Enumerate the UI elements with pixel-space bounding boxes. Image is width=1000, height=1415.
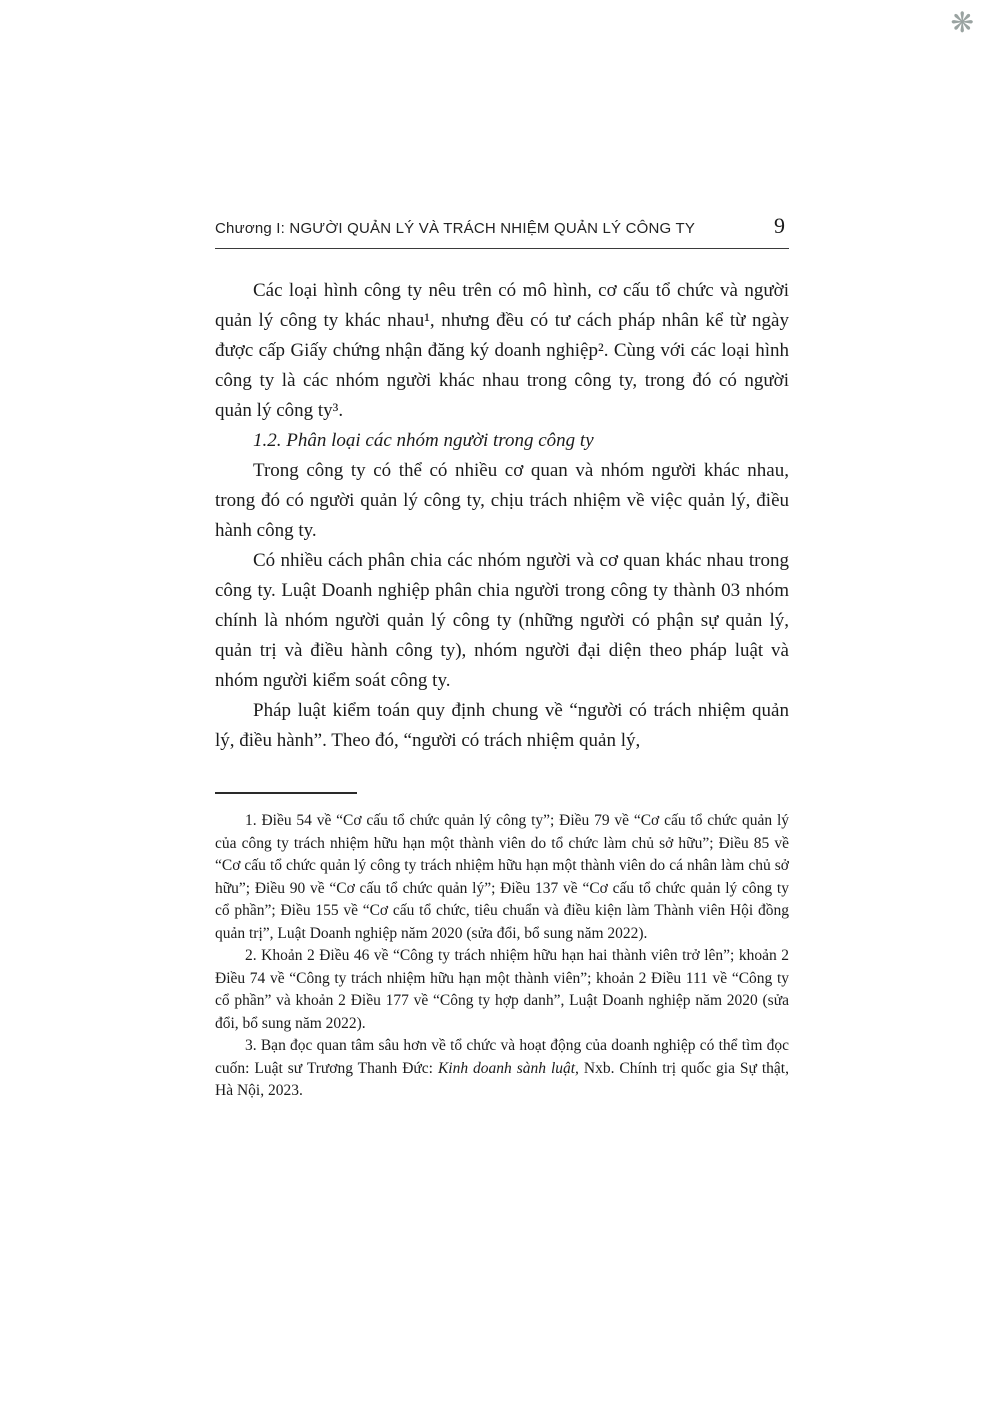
flower-icon: ❋ [950,8,974,39]
footnotes [215,810,789,1103]
section-heading-1-2: 1.2. Phân loại các nhóm người trong công ty [253,430,594,451]
paragraph-groups-intro: Trong công ty có thể có nhiều cơ quan và nhóm người khác nhau, trong đó có người quản lý công ty, chịu trách nhiệm về việc quản lý, điều hành công ty. [215,460,789,541]
chapter-title: Chương I: NGƯỜI QUẢN LÝ VÀ TRÁCH NHIỆM QUẢN LÝ CÔNG TY [215,220,696,237]
footnote-3 [215,1035,789,1103]
footnote-3-publisher: Nxb. Chính trị quốc gia Sự thật, Hà Nội, 2023. [215,1059,789,1099]
paragraph-company-types: Các loại hình công ty nêu trên có mô hình, cơ cấu tổ chức và người quản lý công ty khác nhau¹, nhưng đều có tư cách pháp nhân kể từ ngày được cấp Giấy chứng nhận đăng ký doanh nghiệp². Cùng với các loại hình công ty là các nhóm người khác nhau trong công ty, trong đó có người quản lý công ty³. [215,280,789,421]
page-content [215,213,789,1103]
paragraph-audit-law: Pháp luật kiểm toán quy định chung về “người có trách nhiệm quản lý, điều hành”. Theo đó, “người có trách nhiệm quản lý, [215,700,789,751]
footnote-3-lead: 3. Bạn đọc quan tâm sâu hơn về tổ chức và hoạt động của doanh nghiệp có thể tìm đọc cuốn: Luật sư Trương Thanh Đức: [215,1037,789,1077]
paragraph-three-groups: Có nhiều cách phân chia các nhóm người và cơ quan khác nhau trong công ty. Luật Doanh nghiệp phân chia người trong công ty thành 03 nhóm chính là nhóm người quản lý công ty (những người có phận sự quản lý, quản trị và điều hành công ty), nhóm người đại diện theo pháp luật và nhóm người kiểm soát công ty. [215,550,789,691]
footnote-3-book-title: Kinh doanh sành luật, [437,1059,579,1077]
footnote-2: 2. Khoản 2 Điều 46 về “Công ty trách nhiệm hữu hạn hai thành viên trở lên”; khoản 2 Điều 74 về “Công ty trách nhiệm hữu hạn một thành viên”; khoản 2 Điều 111 về “Công ty cổ phần” và khoản 2 Điều 177 về “Công ty hợp danh”, Luật Doanh nghiệp năm 2020 (sửa đổi, bổ sung năm 2022). [215,947,789,1032]
footnote-1: 1. Điều 54 về “Cơ cấu tổ chức quản lý công ty”; Điều 79 về “Cơ cấu tổ chức quản lý của công ty trách nhiệm hữu hạn một thành viên do tổ chức làm chủ sở hữu”; Điều 85 về “Cơ cấu tổ chức quản lý công ty trách nhiệm hữu hạn một thành viên do cá nhân làm chủ sở hữu”; Điều 90 về “Cơ cấu tổ chức quản lý”; Điều 137 về “Cơ cấu tổ chức quản lý công ty cổ phần”; Điều 155 về “Cơ cấu tổ chức, tiêu chuẩn và điều kiện làm Thành viên Hội đồng quản trị”, Luật Doanh nghiệp năm 2020 (sửa đổi, bổ sung năm 2022). [215,812,789,942]
running-header [215,213,789,249]
page-number: 9 [774,213,785,238]
footnote-separator [215,792,357,794]
body-text [215,276,789,756]
